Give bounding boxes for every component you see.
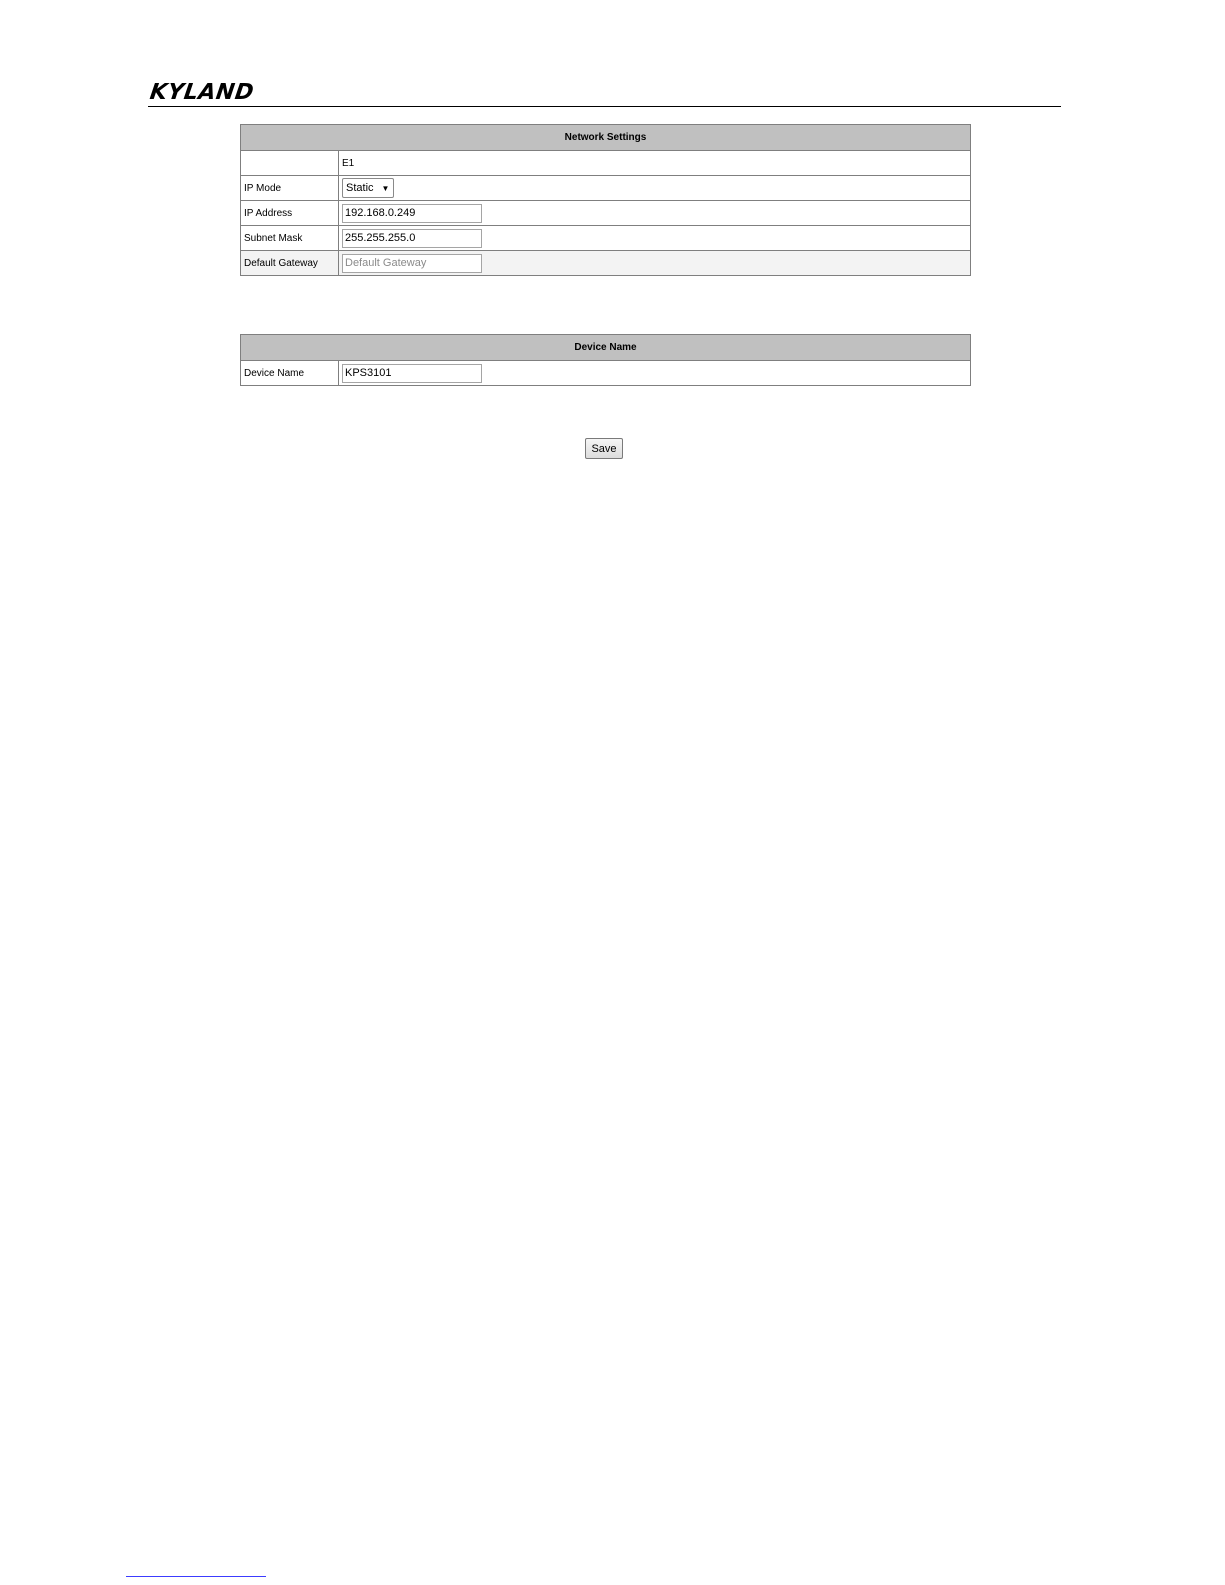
ip-mode-cell: [339, 176, 971, 201]
default-gateway-row: [241, 251, 971, 276]
ip-address-label: IP Address: [241, 201, 339, 226]
default-gateway-label: Default Gateway: [241, 251, 339, 276]
ip-mode-selected-value: Static: [346, 182, 374, 194]
dropdown-arrow-icon: ▼: [381, 183, 390, 193]
kyland-logo: KYLAND: [148, 80, 256, 105]
subnet-mask-row: [241, 226, 971, 251]
ip-mode-label: IP Mode: [241, 176, 339, 201]
ip-address-cell: [339, 201, 971, 226]
device-name-input[interactable]: [342, 364, 482, 383]
save-button[interactable]: Save: [585, 438, 623, 459]
interface-label: [241, 151, 339, 176]
ip-address-input[interactable]: [342, 204, 482, 223]
default-gateway-cell: [339, 251, 971, 276]
device-name-row: [241, 361, 971, 386]
footer-link-underline: [126, 1576, 266, 1577]
default-gateway-input[interactable]: [342, 254, 482, 273]
device-name-cell: [339, 361, 971, 386]
ip-address-row: [241, 201, 971, 226]
device-name-label: Device Name: [241, 361, 339, 386]
subnet-mask-input[interactable]: [342, 229, 482, 248]
network-settings-title: Network Settings: [241, 125, 971, 151]
network-settings-table: [240, 124, 971, 276]
interface-value: E1: [339, 151, 971, 176]
device-name-table: [240, 334, 971, 386]
subnet-mask-cell: [339, 226, 971, 251]
device-name-title: Device Name: [241, 335, 971, 361]
interface-row: [241, 151, 971, 176]
header-divider: [148, 106, 1061, 107]
subnet-mask-label: Subnet Mask: [241, 226, 339, 251]
ip-mode-row: [241, 176, 971, 201]
ip-mode-select[interactable]: [342, 178, 394, 198]
